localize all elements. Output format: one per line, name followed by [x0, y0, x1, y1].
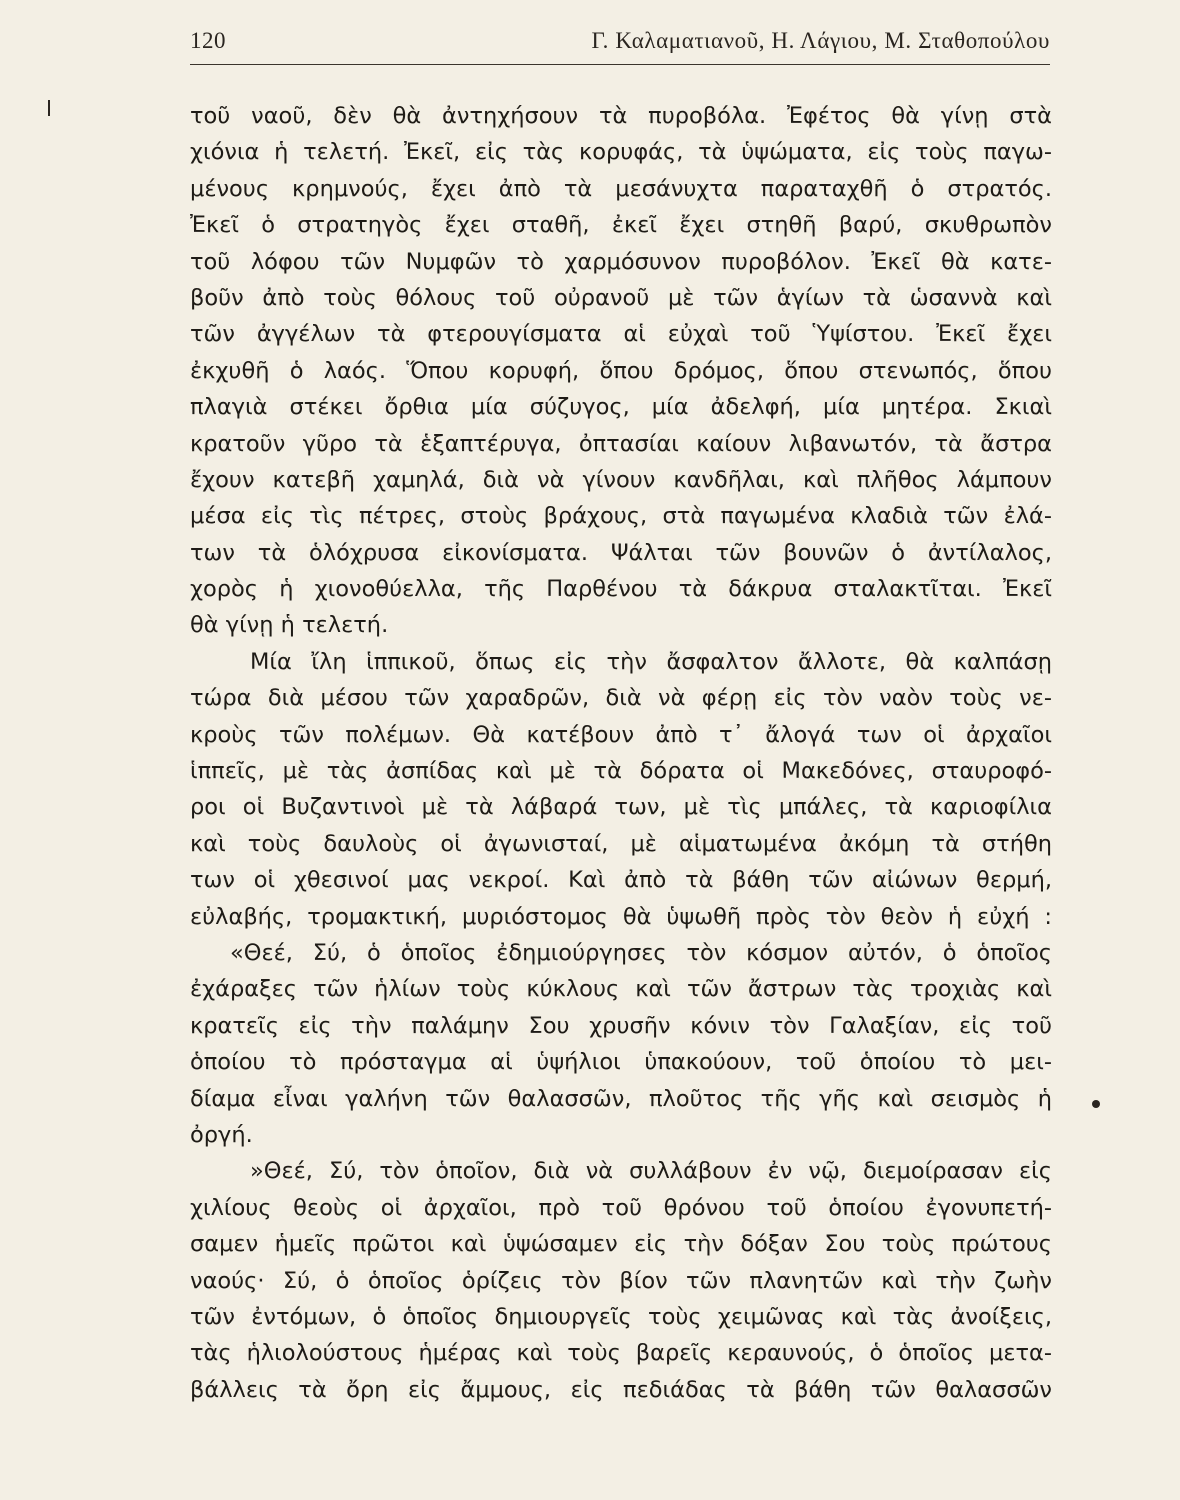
text-line: σαμεν ἡμεῖς πρῶτοι καὶ ὑψώσαμεν εἰς τὴν δόξαν Σου τοὺς πρώτους	[190, 1231, 1052, 1258]
text-line: τῶν ἀγγέλων τὰ φτερουγίσματα αἱ εὐχαὶ τοῦ Ὑψίστου. Ἐκεῖ ἔχει	[190, 321, 1052, 348]
header-rule	[190, 64, 1050, 65]
text-line: τοῦ ναοῦ, δὲν θὰ ἀντηχήσουν τὰ πυροβόλα. Ἐφέτος θὰ γίνῃ στὰ	[190, 103, 1052, 129]
text-line: ἐχάραξες τῶν ἡλίων τοὺς κύκλους καὶ τῶν ἄστρων τὰς τροχιὰς καὶ	[190, 976, 1052, 1003]
text-line: τῶν ἐντόμων, ὁ ὁποῖος δημιουργεῖς τοὺς χειμῶνας καὶ τὰς ἀνοίξεις,	[190, 1303, 1052, 1330]
body-text	[190, 98, 1052, 1408]
text-line: τώρα διὰ μέσου τῶν χαραδρῶν, διὰ νὰ φέρῃ εἰς τὸν ναὸν τοὺς νε-	[190, 685, 1052, 712]
text-line: κρατοῦν γῦρο τὰ ἑξαπτέρυγα, ὀπτασίαι καίουν λιβανωτόν, τὰ ἄστρα	[190, 430, 1052, 457]
text-line: θὰ γίνῃ ἡ τελετή.	[190, 612, 389, 639]
text-line: πλαγιὰ στέκει ὄρθια μία σύζυγος, μία ἀδελφή, μία μητέρα. Σκιαὶ	[190, 394, 1052, 421]
text-line: βάλλεις τὰ ὄρη εἰς ἄμμους, εἰς πεδιάδας τὰ βάθη τῶν θαλασσῶν	[190, 1376, 1052, 1403]
text-line: Ἐκεῖ ὁ στρατηγὸς ἔχει σταθῆ, ἐκεῖ ἔχει στηθῆ βαρύ, σκυθρωπὸν	[190, 212, 1052, 239]
text-line: τὰς ἡλιολούστους ἡμέρας καὶ τοὺς βαρεῖς κεραυνούς, ὁ ὁποῖος μετα-	[190, 1340, 1052, 1367]
text-line: τοῦ λόφου τῶν Νυμφῶν τὸ χαρμόσυνον πυροβόλον. Ἐκεῖ θὰ κατε-	[190, 248, 1052, 275]
text-line: εὐλαβής, τρομακτική, μυριόστομος θὰ ὑψωθῆ πρὸς τὸν θεὸν ἡ εὐχή :	[190, 903, 1052, 930]
text-line: χιλίους θεοὺς οἱ ἀρχαῖοι, πρὸ τοῦ θρόνου τοῦ ὁποίου ἐγονυπετή-	[190, 1194, 1052, 1221]
text-line: βοῦν ἀπὸ τοὺς θόλους τοῦ οὐρανοῦ μὲ τῶν ἁγίων τὰ ὡσαννὰ καὶ	[190, 284, 1052, 311]
text-line: ὀργή.	[190, 1121, 253, 1148]
text-line: ἔχουν κατεβῆ χαμηλά, διὰ νὰ γίνουν κανδῆλαι, καὶ πλῆθος λάμπουν	[190, 466, 1052, 493]
text-line: ἐκχυθῆ ὁ λαός. Ὅπου κορυφή, ὅπου δρόμος, ὅπου στενωπός, ὅπου	[190, 357, 1052, 384]
running-head: Γ. Καλαματιανοῦ, Η. Λάγιου, Μ. Σταθοπούλου	[591, 28, 1050, 53]
text-line: κροὺς τῶν πολέμων. Θὰ κατέβουν ἀπὸ τ᾽ ἄλογά των οἱ ἀρχαῖοι	[190, 721, 1052, 748]
text-line: χορὸς ἡ χιονοθύελλα, τῆς Παρθένου τὰ δάκρυα σταλακτῖται. Ἐκεῖ	[190, 576, 1052, 603]
text-line: δίαμα εἶναι γαλήνη τῶν θαλασσῶν, πλοῦτος τῆς γῆς καὶ σεισμὸς ἡ	[190, 1085, 1052, 1112]
text-line: ἱππεῖς, μὲ τὰς ἀσπίδας καὶ μὲ τὰ δόρατα οἱ Μακεδόνες, σταυροφό-	[190, 758, 1052, 785]
text-line: μένους κρημνούς, ἔχει ἀπὸ τὰ μεσάνυχτα παραταχθῆ ὁ στρατός.	[190, 175, 1052, 202]
text-line: κρατεῖς εἰς τὴν παλάμην Σου χρυσῆν κόνιν τὸν Γαλαξίαν, εἰς τοῦ	[190, 1012, 1052, 1039]
page-number: 120	[190, 28, 226, 53]
text-line: καὶ τοὺς δαυλοὺς οἱ ἀγωνισταί, μὲ αἱματωμένα ἀκόμη τὰ στήθη	[190, 830, 1052, 857]
page-header	[190, 28, 1050, 58]
text-line: μέσα εἰς τὶς πέτρες, στοὺς βράχους, στὰ παγωμένα κλαδιὰ τῶν ἐλά-	[190, 503, 1052, 530]
text-line: Μία ἴλη ἱππικοῦ, ὅπως εἰς τὴν ἄσφαλτον ἄλλοτε, θὰ καλπάσῃ	[250, 648, 1052, 675]
text-line: των οἱ χθεσινοί μας νεκροί. Καὶ ἀπὸ τὰ βάθη τῶν αἰώνων θερμή,	[190, 867, 1052, 894]
text-line: ναούς· Σύ, ὁ ὁποῖος ὁρίζεις τὸν βίον τῶν πλανητῶν καὶ τὴν ζωὴν	[190, 1267, 1052, 1294]
text-line: χιόνια ἡ τελετή. Ἐκεῖ, εἰς τὰς κορυφάς, τὰ ὑψώματα, εἰς τοὺς παγω-	[190, 139, 1052, 166]
text-line: ὁποίου τὸ πρόσταγμα αἱ ὑψήλιοι ὑπακούουν, τοῦ ὁποίου τὸ μει-	[190, 1049, 1052, 1076]
ink-dot	[1092, 1100, 1100, 1108]
text-line: »Θεέ, Σύ, τὸν ὁποῖον, διὰ νὰ συλλάβουν ἐν νῷ, διεμοίρασαν εἰς	[250, 1158, 1052, 1185]
text-line: ροι οἱ Βυζαντινοὶ μὲ τὰ λάβαρά των, μὲ τὶς μπάλες, τὰ καριοφίλια	[190, 794, 1052, 821]
text-line: «Θεέ, Σύ, ὁ ὁποῖος ἐδημιούργησες τὸν κόσμον αὐτόν, ὁ ὁποῖος	[230, 939, 1052, 966]
margin-mark	[48, 100, 50, 116]
text-line: των τὰ ὁλόχρυσα εἰκονίσματα. Ψάλται τῶν βουνῶν ὁ ἀντίλαλος,	[190, 539, 1052, 566]
